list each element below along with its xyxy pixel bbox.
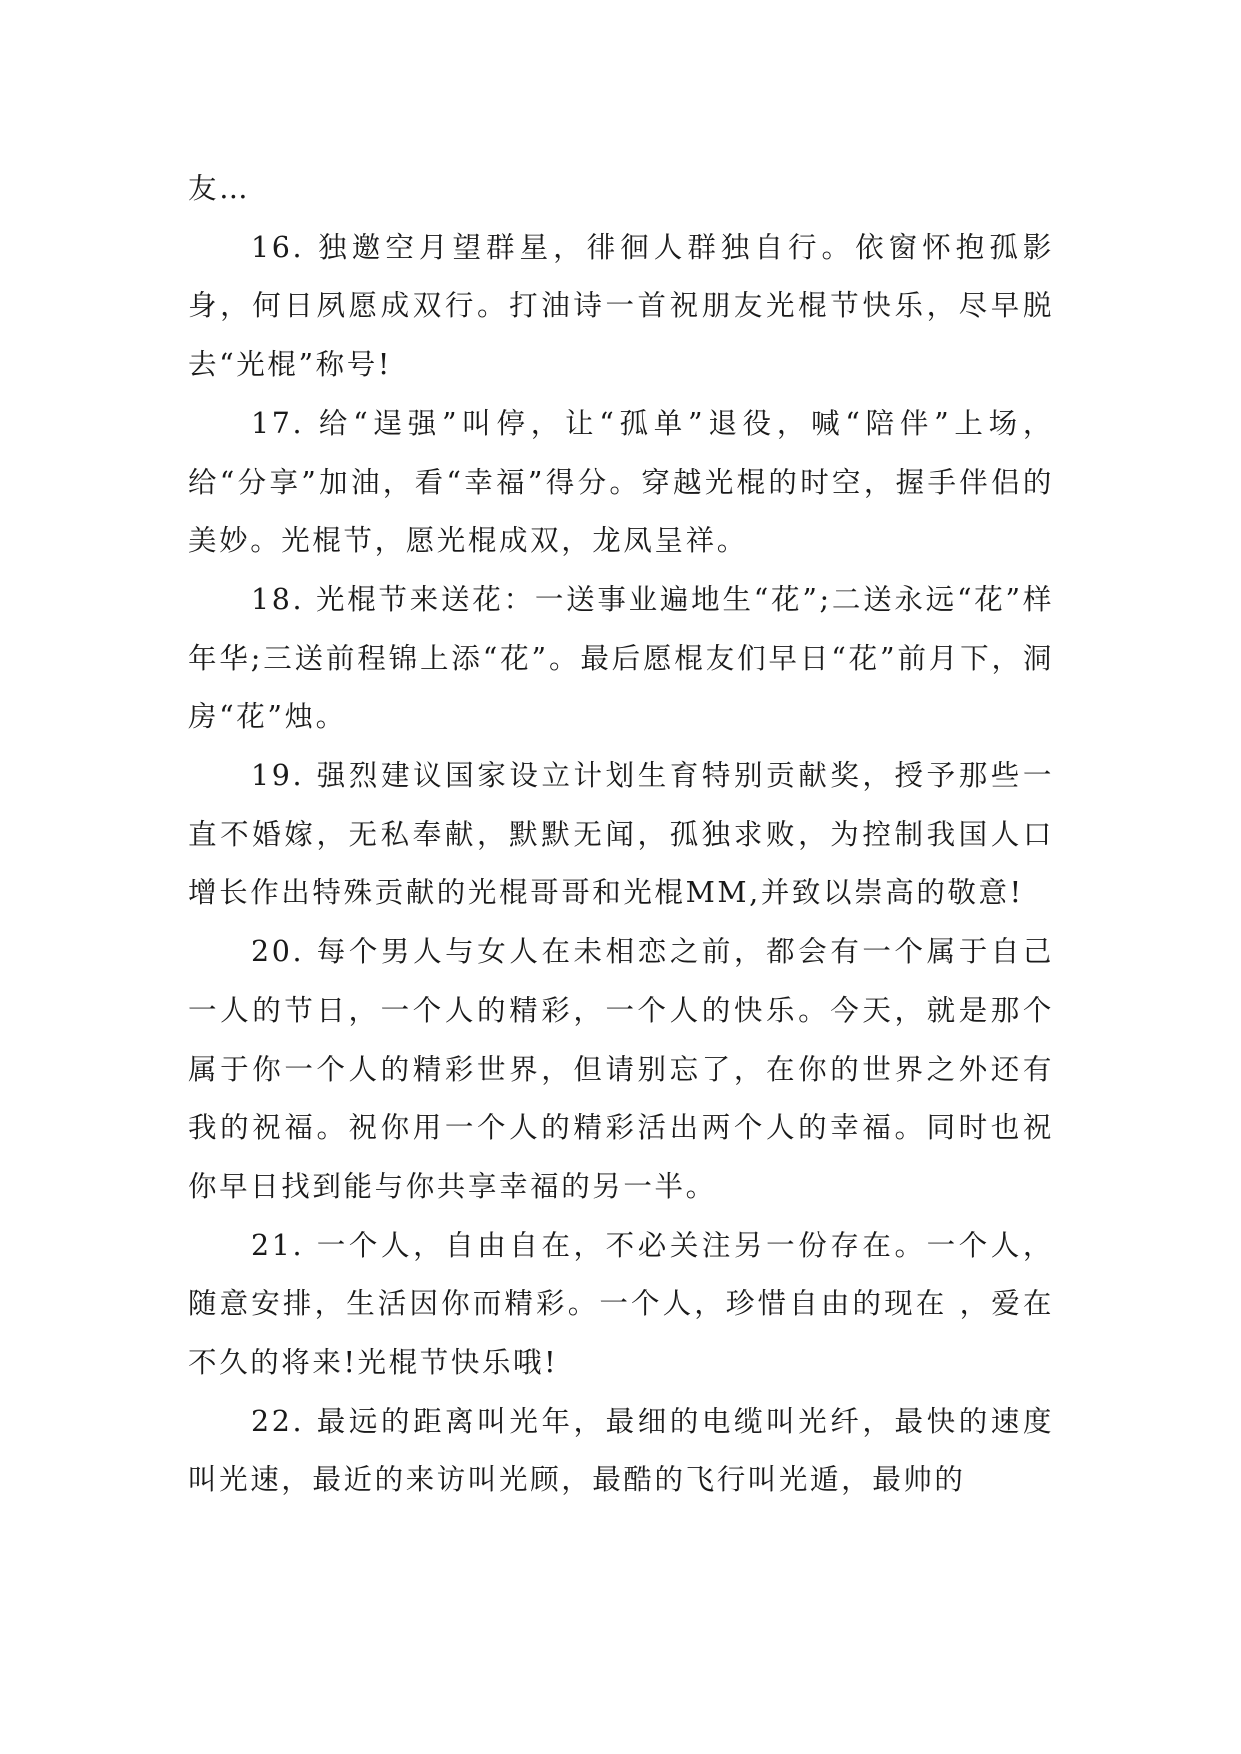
paragraph-item-19: 19. 强烈建议国家设立计划生育特别贡献奖，授予那些一直不婚嫁，无私奉献，默默无闻，孤独求败，为控制我国人口增长作出特殊贡献的光棍哥哥和光棍MM,并致以崇高的敬意! (188, 759, 1054, 910)
paragraph-item-20: 20. 每个男人与女人在未相恋之前，都会有一个属于自己一人的节日，一个人的精彩，一个人的快乐。今天，就是那个属于你一个人的精彩世界，但请别忘了，在你的世界之外还有我的祝福。祝你用一个人的精彩活出两个人的幸福。同时也祝你早日找到能与你共享幸福的另一半。 (188, 935, 1054, 1203)
paragraph-item-17: 17. 给“逞强”叫停，让“孤单”退役，喊“陪伴”上场，给“分享”加油，看“幸福”得分。穿越光棍的时空，握手伴侣的美妙。光棍节，愿光棍成双，龙凤呈祥。 (188, 406, 1054, 558)
paragraph-item-16: 16. 独邀空月望群星，徘徊人群独自行。依窗怀抱孤影身，何日夙愿成双行。打油诗一首祝朋友光棍节快乐，尽早脱去“光棍”称号! (188, 230, 1054, 382)
document-body (188, 160, 1054, 1510)
paragraph-continuation: 友… (188, 172, 251, 205)
paragraph-item-22: 22. 最远的距离叫光年，最细的电缆叫光纤，最快的速度叫光速，最近的来访叫光顾，最酷的飞行叫光遁，最帅的 (188, 1404, 1054, 1497)
paragraph-item-18: 18. 光棍节来送花：一送事业遍地生“花”;二送永远“花”样年华;三送前程锦上添“花”。最后愿棍友们早日“花”前月下，洞房“花”烛。 (188, 582, 1054, 734)
paragraph-item-21: 21. 一个人，自由自在，不必关注另一份存在。一个人，随意安排，生活因你而精彩。一个人，珍惜自由的现在 ，爱在不久的将来!光棍节快乐哦! (188, 1228, 1054, 1380)
